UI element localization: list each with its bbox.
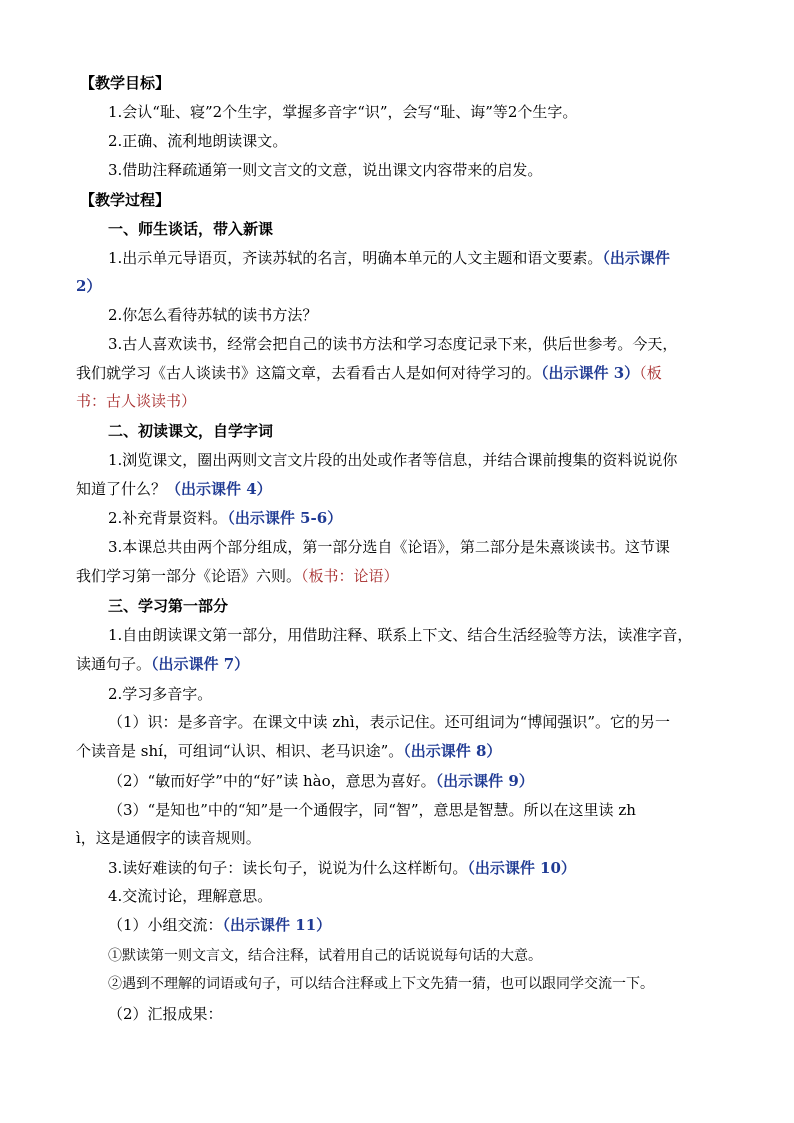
text-line [0,769,794,793]
text-line [0,477,794,501]
text-line: 1.浏览课文，圈出两则文言文片段的出处或作者等信息，并结合课前搜集的资料说说你 [108,451,678,469]
text-span: 3.读好难读的句子：读长句子，说说为什么这样断句。 [108,859,468,877]
slide-reference: （出示课件 [602,249,670,267]
text-line: 【教学目标】 [80,74,171,92]
text-span: （2）“敏而好学”中的“好”读 hào，意思为喜好。 [108,772,436,790]
text-span: 1.出示单元导语页，齐读苏轼的名言，明确本单元的人文主题和语文要素。 [108,249,603,267]
text-line [0,361,794,385]
text-line [0,506,794,530]
text-line: ②遇到不理解的词语或句子，可以结合注释或上下文先猜一猜，也可以跟同学交流一下。 [108,976,654,992]
slide-reference: （出示课件 7） [151,655,250,673]
text-line [0,564,794,588]
text-span: （1）小组交流： [108,916,223,934]
text-span: 我们就学习《古人谈读书》这篇文章，去看看古人是如何对待学习的。 [76,364,542,382]
text-line [0,913,794,937]
text-line: 1.会认“耻、寝”2个生字，掌握多音字“识”，会写“耻、诲”等2个生字。 [108,103,578,121]
text-line: 【教学过程】 [80,191,171,209]
slide-reference: 2） [76,277,102,295]
text-line: 3.本课总共由两个部分组成，第一部分选自《论语》，第二部分是朱熹谈读书。这节课 [108,538,670,556]
text-span: 读通句子。 [76,655,152,673]
text-line [0,652,794,676]
slide-reference: （出示课件 4） [166,480,272,498]
text-line: （3）“是知也”中的“知”是一个通假字，同“智”，意思是智慧。所以在这里读 zh [108,801,636,819]
text-span: 个读音是 shí，可组词“认识、相识、老马识途”。 [76,742,404,760]
text-line: 三、学习第一部分 [108,597,229,615]
text-line [0,739,794,763]
text-line: 2.正确、流利地朗读课文。 [108,132,288,150]
text-line: 3.借助注释疏通第一则文言文的文意，说出课文内容带来的启发。 [108,161,543,179]
text-line: 3.古人喜欢读书，经常会把自己的读书方法和学习态度记录下来，供后世参考。今天， [108,335,678,353]
slide-reference: （出示课件 5-6） [227,509,343,527]
text-span: 知道了什么？ [76,480,167,498]
blackboard-note: 书：古人谈读书） [76,392,197,410]
text-line: 一、师生谈话，带入新课 [108,220,274,238]
text-line: （2）汇报成果： [108,1005,223,1023]
text-line [0,856,794,880]
blackboard-note: （板 [639,364,662,382]
text-line: 二、初读课文，自学字词 [108,422,274,440]
text-line [0,389,794,413]
slide-reference: （出示课件 8） [403,742,502,760]
text-line: 1.自由朗读课文第一部分，用借助注释、联系上下文、结合生活经验等方法，读准字音， [108,626,693,644]
text-line: （1）识：是多音字。在课文中读 zhì，表示记住。还可组词为“博闻强识”。它的另一 [108,713,671,731]
text-line [0,246,794,270]
text-line [0,274,794,298]
blackboard-note: （板书：论语） [301,567,399,585]
text-span: 我们学习第一部分《论语》六则。 [76,567,302,585]
text-line: 2.学习多音字。 [108,685,213,703]
text-span: 2.补充背景资料。 [108,509,228,527]
text-line: ①默读第一则文言文，结合注释，试着用自己的话说说每句话的大意。 [108,948,542,964]
text-line: ì，这是通假字的读音规则。 [76,829,261,847]
slide-reference: （出示课件 3） [541,364,640,382]
slide-reference: （出示课件 10） [467,859,576,877]
text-line: 4.交流讨论，理解意思。 [108,887,273,905]
slide-reference: （出示课件 11） [222,916,332,934]
text-line: 2.你怎么看待苏轼的读书方法？ [108,306,318,324]
slide-reference: （出示课件 9） [435,772,534,790]
